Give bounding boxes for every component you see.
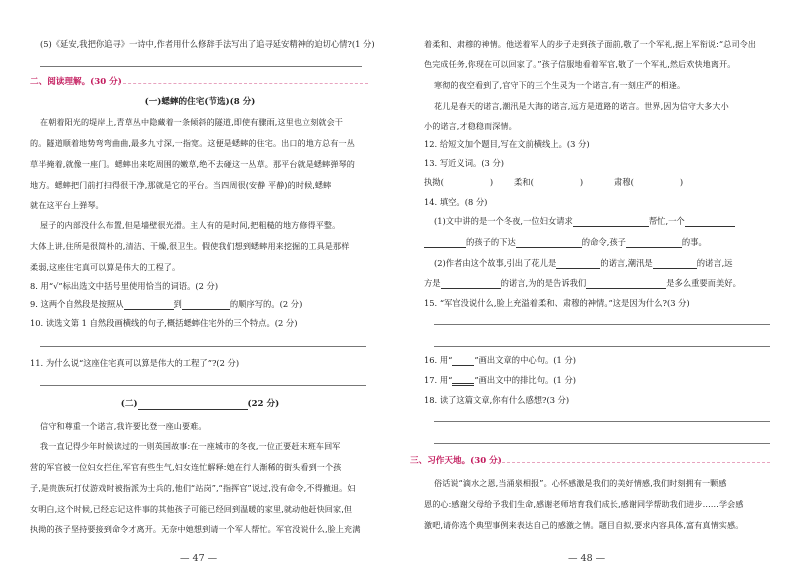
answer-line[interactable] [434, 443, 770, 444]
passage-2-line: 子,是贵族玩打仗游戏时被指派为士兵的,他们“站岗”,“指挥官”说过,没有命令,不得撤退。妇 [30, 483, 356, 493]
synonym-3: 肃穆( ) [614, 177, 684, 187]
synonym-word: 肃穆( [614, 177, 634, 187]
synonym-word: 柔和( [514, 177, 534, 187]
question-10: 10. 读选文第 1 自然段画横线的句子,概括蟋蟀住宅外的三个特点。(2 分) [30, 318, 298, 328]
question-17: 17. 用“ ”画出文中的排比句。(1 分) [424, 375, 576, 385]
question-12: 12. 给短文加个题目,写在文前横线上。(3 分) [424, 139, 590, 149]
q9-blank-2[interactable] [182, 300, 230, 310]
question-14: 14. 填空。(8 分) [424, 197, 488, 207]
q14-blank[interactable] [556, 259, 600, 269]
composition-prompt-line: 恩的心:感谢父母给予我们生命,感谢老师培育我们成长,感谢同学帮助我们进步……学会感 [424, 499, 744, 509]
question-14-1: (1)文中讲的是一个冬夜,一位妇女请求 帮忙,一个 [434, 215, 735, 227]
passage-1-line: 的。隧道顺着地势弯弯曲曲,最多九寸深,一指宽。这便是蟋蟀的住宅。出口的地方总有一丛 [30, 138, 355, 148]
q14-blank[interactable] [516, 238, 582, 248]
page-number: — 48 — [568, 553, 606, 564]
passage-2-line: 着柔和、肃穆的神情。他送着军人的步子走到孩子面前,敬了一个军礼,据上军衔说:“总司令出 [424, 39, 757, 49]
answer-line[interactable] [434, 421, 770, 422]
passage-1-line: 草半掩着,就像一座门。蟋蟀出来吃周围的嫩草,绝不去碰这一丛草。那平台就是蟋蟀弹琴的 [30, 159, 355, 169]
synonym-word: 执拗( [424, 177, 444, 187]
answer-line[interactable] [40, 385, 366, 386]
passage-2-line: 营的军官被一位妇女拦住,军官有些生气,妇女连忙解释:她在行人渐稀的街头看到一个孩 [30, 462, 342, 472]
question-11: 11. 为什么说“这座住宅真可以算是伟大的工程了”?(2 分) [30, 358, 240, 368]
passage-2-line: 色完成任务,你现在可以回家了。”孩子信服地看着军官,敬了一个军礼,然后欢快地离开。 [424, 59, 736, 69]
passage-2-title-pre: (二) [120, 399, 138, 409]
q9-text-a: 9. 这两个自然段是按照从 [30, 299, 124, 309]
passage-2-line: 女明白,这个时候,已经忘记这件事的其他孩子可能已经回到温暖的家里,就动他赶快回家,但 [30, 504, 353, 514]
q14-blank[interactable] [685, 217, 735, 227]
passage-1-line: 屋子的内部没什么布置,但是墙壁很光滑。主人有的是时间,把粗糙的地方修得平整。 [40, 220, 341, 230]
passage-1-line: 大体上讲,住所是很简朴的,清洁、干燥,很卫生。假使我们想到蟋蟀用来挖掘的工具是那样 [30, 241, 350, 251]
q9-blank-1[interactable] [124, 300, 174, 310]
q14-blank[interactable] [653, 259, 697, 269]
synonym-1: 执拗( ) [424, 177, 494, 187]
section-3-title: 三、习作天地。(30 分) [410, 456, 502, 466]
section-divider [492, 462, 770, 463]
q14-blank[interactable] [573, 217, 649, 227]
q14-blank[interactable] [424, 238, 466, 248]
question-9 [30, 298, 302, 310]
passage-2-line: 小的诺言,才稳稳而深情。 [424, 121, 517, 131]
question-14-2: (2)作者由这个故事,引出了花儿是 的诺言,潮汛是 的诺言,远 [434, 258, 733, 268]
question-18: 18. 读了这篇文章,你有什么感想?(3 分) [424, 395, 570, 405]
question-14-1-cont: 的孩子的下达 的命令,孩子 的事。 [424, 236, 707, 248]
q14-blank[interactable] [626, 238, 682, 248]
question-5: (5)《延安,我把你追寻》一诗中,作者用什么修辞手法写出了追寻延安精神的迫切心情?(1 分) [40, 39, 375, 49]
q14-blank[interactable] [441, 279, 501, 289]
passage-1-line: 在朝着阳光的堤岸上,青草丛中隐藏着一条倾斜的隧道,即使有骤雨,这里也立刻就会干 [40, 117, 343, 127]
passage-2-title-post: (22 分) [247, 399, 280, 409]
passage-2-line: 执拗的孩子坚持要接到命令才离开。无奈中她想到请一个军人帮忙。军官没说什么,脸上充满 [30, 524, 361, 534]
composition-prompt-line: 俗话说“滴水之恩,当涌泉相报”。心怀感激是我们的美好情感,我们时刻拥有一颗感 [434, 478, 727, 488]
page-number: — 47 — [180, 553, 218, 564]
passage-2-title [0, 398, 400, 410]
q9-text-c: 的顺序写的。(2 分) [229, 299, 303, 309]
composition-prompt-line: 激吧,请你选个典型事例来表达自己的感激之情。题目自拟,要求内容具体,富有真情实感。 [424, 520, 744, 530]
synonym-2: 柔和( ) [514, 177, 584, 187]
passage-2-line: 信守和尊重一个诺言,我许要比登一座山要难。 [40, 421, 207, 431]
page-48 [400, 0, 800, 576]
answer-line[interactable] [40, 346, 366, 347]
section-2-title: 二、阅读理解。(30 分) [30, 77, 122, 87]
answer-line[interactable] [434, 346, 770, 347]
passage-title-blank[interactable] [138, 400, 248, 410]
passage-1-title: (一)蟋蟀的住宅(节选)(8 分) [144, 97, 256, 107]
question-15: 15. “军官没说什么,脸上充溢着柔和、肃穆的神情。”这是因为什么?(3 分) [424, 298, 690, 308]
underline-sample [452, 356, 474, 366]
passage-1-line: 就在这平台上弹琴。 [30, 200, 104, 210]
answer-line[interactable] [434, 324, 770, 325]
answer-line[interactable] [40, 66, 362, 67]
passage-2-line: 寒彻的夜空看到了,官守下的三个生灵为一个诺言,有一刻庄严的相逢。 [434, 80, 686, 90]
passage-1-line: 柔弱,这座住宅真可以算是伟大的工程了。 [30, 262, 181, 272]
question-13: 13. 写近义词。(3 分) [424, 158, 505, 168]
q14-blank[interactable] [586, 279, 666, 289]
question-14-2-cont: 方是 的诺言,为的是告诉我们 是多么重要而美好。 [424, 278, 741, 288]
section-divider [118, 83, 368, 84]
underline-sample [452, 374, 474, 386]
question-8: 8. 用“√”标出选文中括号里使用恰当的词语。(2 分) [30, 281, 219, 291]
q9-text-b: 到 [173, 299, 182, 309]
passage-2-line: 我一直记得少年时候读过的一则英国故事:在一座城市的冬夜,一位正要赶末班车回军 [40, 441, 341, 451]
passage-2-line: 花儿是春天的诺言,潮汛是大海的诺言,远方是道路的诺言。世界,因为信守大多大小 [434, 101, 729, 111]
passage-1-line: 地方。蟋蟀把门前打扫得很干净,那就是它的平台。当四周很(安静 平静)的时候,蟋蟀 [30, 180, 332, 190]
question-16: 16. 用“ ”画出文章的中心句。(1 分) [424, 355, 576, 365]
